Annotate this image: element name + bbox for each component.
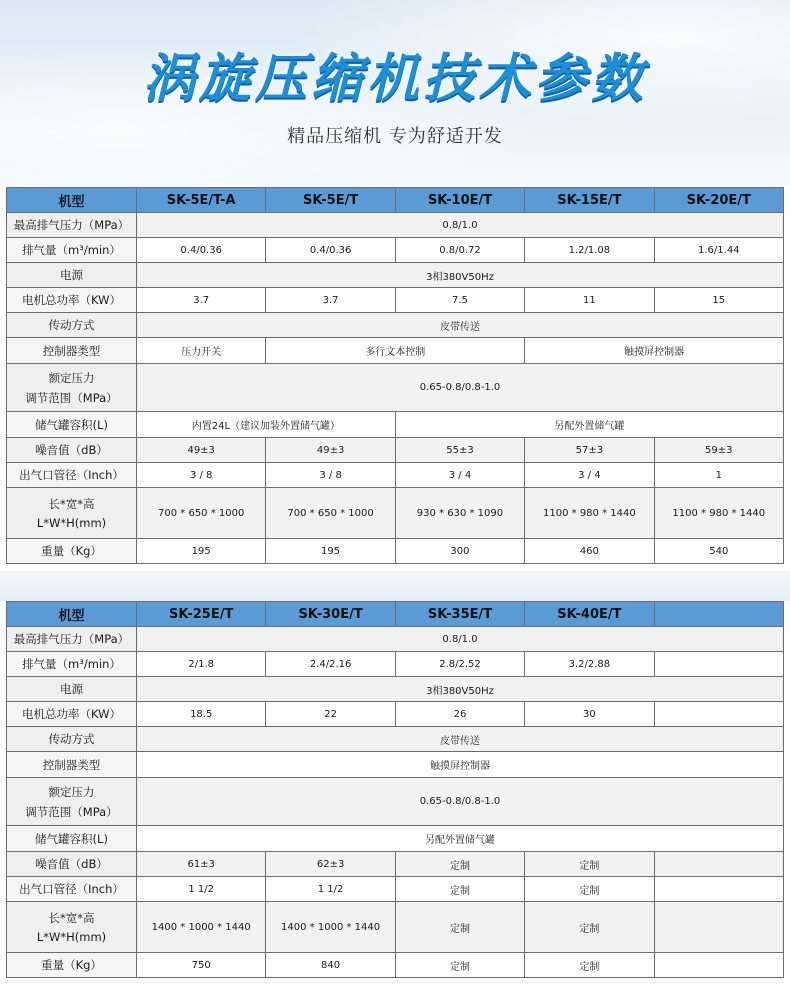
cell: 59±3 xyxy=(654,438,783,463)
model-header: SK-35E/T xyxy=(395,602,524,627)
row-label-line: 额定压力 xyxy=(48,784,95,799)
cell: 3 / 4 xyxy=(395,463,524,488)
page-subtitle: 精品压缩机 专为舒适开发 xyxy=(287,126,503,147)
cell: 定制 xyxy=(395,953,524,978)
hero-banner xyxy=(0,0,790,185)
table-row xyxy=(7,852,784,877)
cell: 3.2/2.88 xyxy=(525,652,654,677)
cell xyxy=(654,877,783,902)
cell: 18.5 xyxy=(137,702,266,727)
table-row xyxy=(7,412,784,438)
row-label-line: 额定压力 xyxy=(48,370,95,385)
cell: 3.7 xyxy=(137,288,266,313)
cell: 0.8/1.0 xyxy=(137,213,784,238)
cell: 55±3 xyxy=(395,438,524,463)
row-label-line: 调节范围（MPa） xyxy=(25,804,118,819)
section-separator xyxy=(0,571,790,601)
cell: 26 xyxy=(395,702,524,727)
model-header: SK-5E/T xyxy=(266,188,395,213)
row-label: 电机总功率（KW） xyxy=(7,702,137,727)
cell: 195 xyxy=(266,539,395,564)
model-header: SK-20E/T xyxy=(654,188,783,213)
cell: 7.5 xyxy=(395,288,524,313)
row-label: 电机总功率（KW） xyxy=(7,288,137,313)
table-row xyxy=(7,263,784,288)
cell: 22 xyxy=(266,702,395,727)
cell: 1400 * 1000 * 1440 xyxy=(266,902,395,953)
row-label: 控制器类型 xyxy=(7,338,137,364)
cell: 3相380V50Hz xyxy=(137,677,784,702)
cell xyxy=(654,953,783,978)
table-row xyxy=(7,438,784,463)
row-label: 重量（Kg） xyxy=(7,953,137,978)
row-label: 噪音值（dB） xyxy=(7,438,137,463)
row-label: 电源 xyxy=(7,263,137,288)
cell: 2.4/2.16 xyxy=(266,652,395,677)
row-label-line: 长*宽*高 xyxy=(48,497,95,511)
table-row xyxy=(7,702,784,727)
cell: 0.65-0.8/0.8-1.0 xyxy=(137,364,784,412)
row-label: 重量（Kg） xyxy=(7,539,137,564)
cell: 0.65-0.8/0.8-1.0 xyxy=(137,778,784,826)
cell: 1.6/1.44 xyxy=(654,238,783,263)
table-row xyxy=(7,778,784,826)
model-header: SK-10E/T xyxy=(395,188,524,213)
cell: 49±3 xyxy=(137,438,266,463)
table-header-row xyxy=(7,188,784,213)
corner-cell: 机型 xyxy=(7,602,137,627)
cell xyxy=(654,702,783,727)
cell: 3 / 8 xyxy=(266,463,395,488)
cell: 0.4/0.36 xyxy=(137,238,266,263)
row-label: 最高排气压力（MPa） xyxy=(7,627,137,652)
row-label: 出气口管径（Inch） xyxy=(7,877,137,902)
row-label: 传动方式 xyxy=(7,727,137,752)
cell: 多行文本控制 xyxy=(266,338,525,364)
cell: 定制 xyxy=(395,852,524,877)
cell: 定制 xyxy=(525,902,654,953)
table-row xyxy=(7,652,784,677)
cell: 1 1/2 xyxy=(137,877,266,902)
row-label-line: L*W*H(mm) xyxy=(36,930,107,944)
table-row xyxy=(7,953,784,978)
cell: 3相380V50Hz xyxy=(137,263,784,288)
corner-cell: 机型 xyxy=(7,188,137,213)
table-row xyxy=(7,364,784,412)
cell: 压力开关 xyxy=(137,338,266,364)
row-label xyxy=(7,778,137,826)
cell: 0.8/1.0 xyxy=(137,627,784,652)
row-label xyxy=(7,902,137,953)
cell: 62±3 xyxy=(266,852,395,877)
row-label: 控制器类型 xyxy=(7,752,137,778)
cell: 1100 * 980 * 1440 xyxy=(654,488,783,539)
cell: 11 xyxy=(525,288,654,313)
cell: 触摸屏控制器 xyxy=(137,752,784,778)
cell: 3 / 4 xyxy=(525,463,654,488)
cell: 700 * 650 * 1000 xyxy=(266,488,395,539)
cell: 0.4/0.36 xyxy=(266,238,395,263)
cell: 另配外置储气罐 xyxy=(395,412,783,438)
table-row xyxy=(7,288,784,313)
row-label: 噪音值（dB） xyxy=(7,852,137,877)
table-row xyxy=(7,902,784,953)
table-row xyxy=(7,238,784,263)
row-label-line: 调节范围（MPa） xyxy=(25,390,118,405)
cell xyxy=(654,902,783,953)
table-row xyxy=(7,826,784,852)
cell: 30 xyxy=(525,702,654,727)
table-row xyxy=(7,539,784,564)
cell: 1 xyxy=(654,463,783,488)
table-header-row xyxy=(7,602,784,627)
cell: 0.8/0.72 xyxy=(395,238,524,263)
cell: 定制 xyxy=(525,852,654,877)
table-row xyxy=(7,627,784,652)
table-row xyxy=(7,752,784,778)
cell: 750 xyxy=(137,953,266,978)
row-label: 储气罐容积(L) xyxy=(7,412,137,438)
table-row xyxy=(7,313,784,338)
row-label: 出气口管径（Inch） xyxy=(7,463,137,488)
cell: 700 * 650 * 1000 xyxy=(137,488,266,539)
model-header: SK-40E/T xyxy=(525,602,654,627)
cell: 2.8/2.52 xyxy=(395,652,524,677)
cell: 皮带传送 xyxy=(137,313,784,338)
model-header xyxy=(654,602,783,627)
cell: 1 1/2 xyxy=(266,877,395,902)
model-header: SK-25E/T xyxy=(137,602,266,627)
cell: 3.7 xyxy=(266,288,395,313)
row-label-line: L*W*H(mm) xyxy=(36,516,107,530)
table-row xyxy=(7,338,784,364)
row-label-line: 长*宽*高 xyxy=(48,911,95,925)
cell: 15 xyxy=(654,288,783,313)
model-header: SK-5E/T-A xyxy=(137,188,266,213)
cell: 460 xyxy=(525,539,654,564)
cell: 皮带传送 xyxy=(137,727,784,752)
model-header: SK-15E/T xyxy=(525,188,654,213)
cell xyxy=(654,852,783,877)
cell: 定制 xyxy=(395,877,524,902)
cell xyxy=(654,652,783,677)
spec-table-1 xyxy=(6,187,784,564)
cell: 触摸屏控制器 xyxy=(525,338,784,364)
table-row xyxy=(7,488,784,539)
page-title: 涡旋压缩机技术参数 xyxy=(142,49,647,109)
cell: 1400 * 1000 * 1440 xyxy=(137,902,266,953)
row-label: 传动方式 xyxy=(7,313,137,338)
cell: 840 xyxy=(266,953,395,978)
model-header: SK-30E/T xyxy=(266,602,395,627)
cell: 930 * 630 * 1090 xyxy=(395,488,524,539)
cell: 内置24L（建议加装外置储气罐） xyxy=(137,412,396,438)
cell: 2/1.8 xyxy=(137,652,266,677)
cell: 61±3 xyxy=(137,852,266,877)
cell: 300 xyxy=(395,539,524,564)
table-row xyxy=(7,677,784,702)
cell: 1.2/1.08 xyxy=(525,238,654,263)
table-row xyxy=(7,727,784,752)
cell: 另配外置储气罐 xyxy=(137,826,784,852)
spec-table-2 xyxy=(6,601,784,978)
cell: 定制 xyxy=(395,902,524,953)
row-label: 储气罐容积(L) xyxy=(7,826,137,852)
cell: 195 xyxy=(137,539,266,564)
row-label: 最高排气压力（MPa） xyxy=(7,213,137,238)
cell: 定制 xyxy=(525,877,654,902)
table-row xyxy=(7,213,784,238)
row-label: 电源 xyxy=(7,677,137,702)
table-row xyxy=(7,877,784,902)
row-label: 排气量（m³/min） xyxy=(7,238,137,263)
cell: 57±3 xyxy=(525,438,654,463)
row-label xyxy=(7,488,137,539)
cell: 49±3 xyxy=(266,438,395,463)
table-row xyxy=(7,463,784,488)
cell: 3 / 8 xyxy=(137,463,266,488)
row-label xyxy=(7,364,137,412)
cell: 540 xyxy=(654,539,783,564)
cell: 定制 xyxy=(525,953,654,978)
cell: 1100 * 980 * 1440 xyxy=(525,488,654,539)
row-label: 排气量（m³/min） xyxy=(7,652,137,677)
